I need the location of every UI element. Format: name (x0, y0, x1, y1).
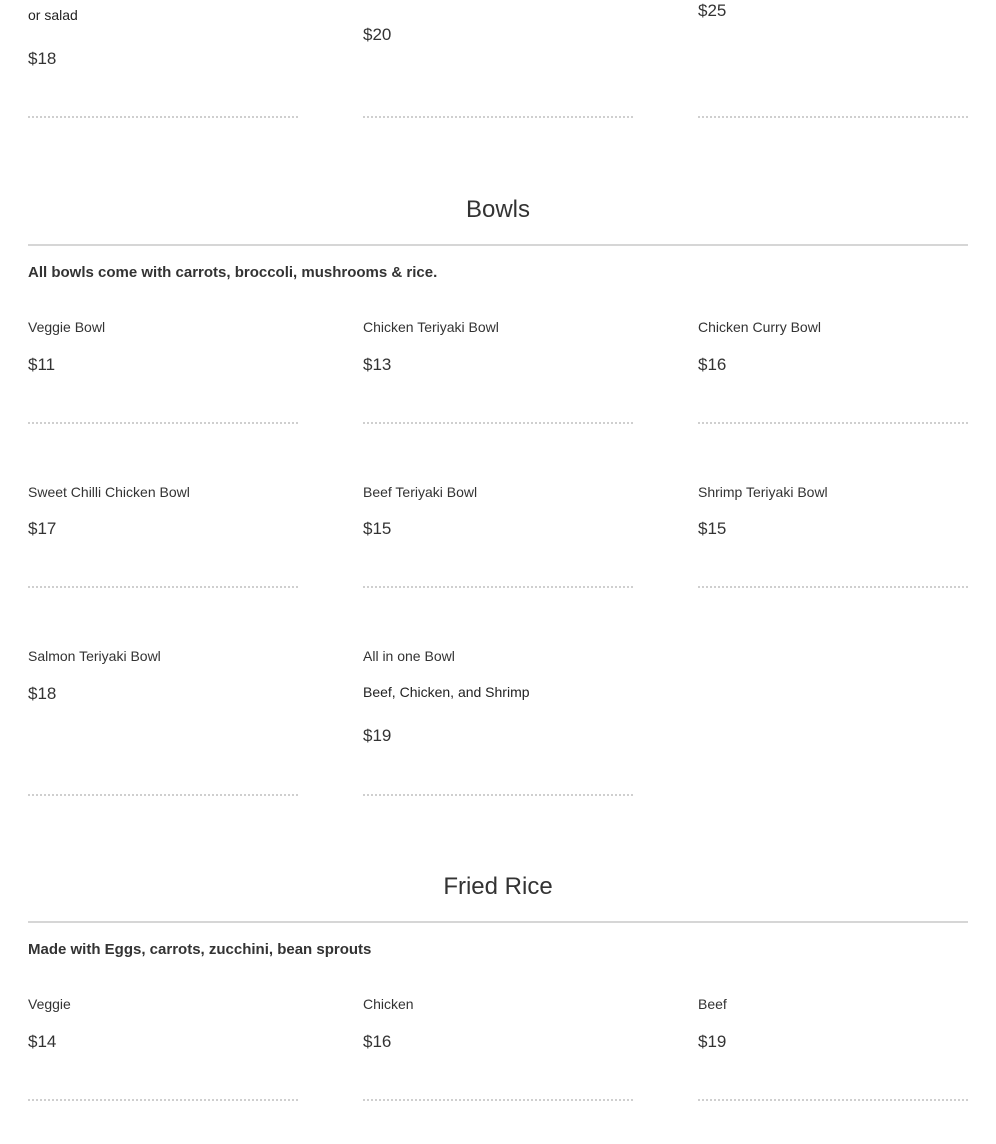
menu-item-name: Beef (698, 996, 727, 1012)
dotted-divider (363, 586, 633, 588)
menu-item-price: $20 (363, 25, 392, 44)
dotted-divider (698, 116, 968, 118)
section-note: All bowls come with carrots, broccoli, mushrooms & rice. (28, 264, 438, 281)
dotted-divider (28, 116, 298, 118)
menu-item-price: $18 (28, 684, 57, 703)
menu-item-name: All in one Bowl (363, 648, 455, 664)
dotted-divider (363, 116, 633, 118)
dotted-divider (28, 794, 298, 796)
dotted-divider (363, 1099, 633, 1101)
menu-item-name: Chicken Teriyaki Bowl (363, 319, 499, 335)
menu-item-price: $19 (363, 726, 392, 745)
menu-item-name: Chicken (363, 996, 414, 1012)
dotted-divider (28, 586, 298, 588)
dotted-divider (28, 422, 298, 424)
menu-item-desc: Beef, Chicken, and Shrimp (363, 684, 530, 700)
menu-item-price: $25 (698, 1, 727, 20)
menu-item-name: Salmon Teriyaki Bowl (28, 648, 161, 664)
dotted-divider (698, 1099, 968, 1101)
menu-item-price: $13 (363, 355, 392, 374)
menu-item-name: Sweet Chilli Chicken Bowl (28, 484, 190, 500)
section-note: Made with Eggs, carrots, zucchini, bean sprouts (28, 941, 372, 958)
menu-item-price: $15 (363, 519, 392, 538)
menu-item-price: $16 (698, 355, 727, 374)
dotted-divider (698, 586, 968, 588)
menu-item-price: $14 (28, 1032, 57, 1051)
menu-item-price: $11 (28, 355, 56, 374)
menu-item-name: Beef Teriyaki Bowl (363, 484, 478, 500)
menu-item-name: Chicken Curry Bowl (698, 319, 821, 335)
section-title-bowls: Bowls (465, 196, 531, 223)
section-divider (28, 921, 968, 923)
menu-item-price: $18 (28, 49, 57, 68)
menu-item-price: $17 (28, 519, 57, 538)
dotted-divider (363, 794, 633, 796)
dotted-divider (363, 422, 633, 424)
menu-item-desc: or salad (28, 7, 78, 23)
dotted-divider (698, 422, 968, 424)
menu-item-price: $16 (363, 1032, 392, 1051)
menu-item-price: $15 (698, 519, 727, 538)
menu-item-name: Veggie Bowl (28, 319, 106, 335)
menu-item-name: Veggie (28, 996, 71, 1012)
menu-item-name: Shrimp Teriyaki Bowl (698, 484, 828, 500)
section-divider (28, 244, 968, 246)
menu-item-price: $19 (698, 1032, 727, 1051)
section-title-fried-rice: Fried Rice (443, 873, 553, 900)
dotted-divider (28, 1099, 298, 1101)
